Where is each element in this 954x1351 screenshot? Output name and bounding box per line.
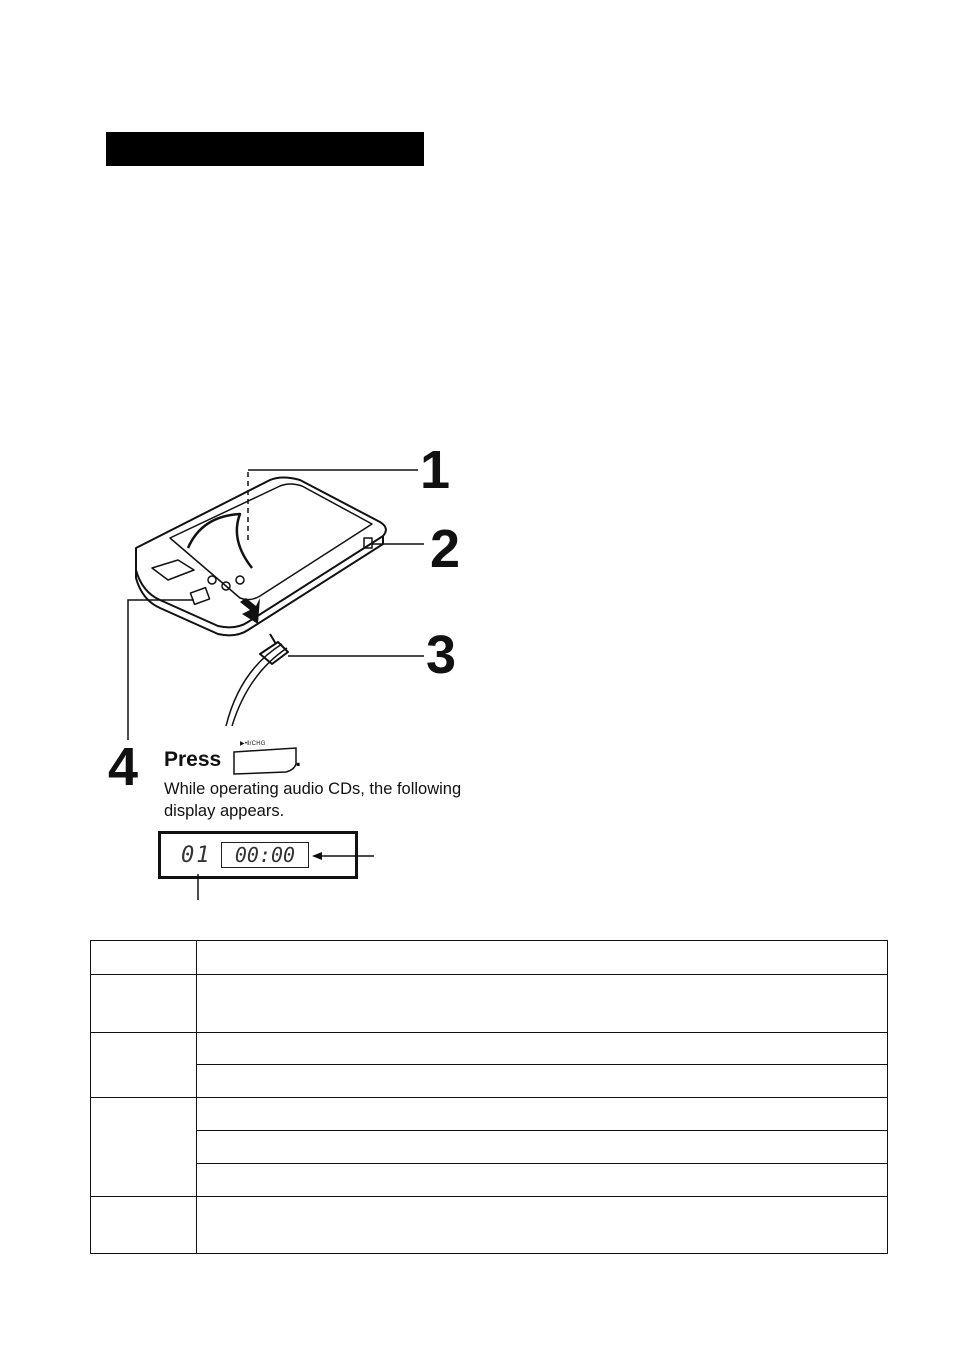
table-row <box>91 1164 888 1197</box>
lcd-elapsed-time: 00:00 <box>221 842 309 868</box>
table-row <box>91 975 888 1033</box>
table-cell-label <box>91 941 197 975</box>
step-number-4: 4 <box>108 737 139 797</box>
table-cell <box>197 1065 888 1098</box>
table-row <box>91 1131 888 1164</box>
disc-arc <box>188 514 252 568</box>
table-cell <box>197 1131 888 1164</box>
plug <box>260 642 288 664</box>
play-chg-button-label: ▶•‖/CHG <box>240 741 266 747</box>
player-body <box>136 478 386 628</box>
table-cell <box>197 1197 888 1254</box>
table-cell <box>197 975 888 1033</box>
cable <box>226 644 282 726</box>
table-cell <box>197 1164 888 1197</box>
table-cell-label <box>91 1033 197 1098</box>
section-title-bar <box>106 132 424 166</box>
table-cell <box>197 1098 888 1131</box>
table-cell <box>197 941 888 975</box>
table-row <box>91 1098 888 1131</box>
table-cell <box>197 1033 888 1065</box>
info-table <box>90 940 888 1254</box>
press-label: Press <box>164 748 222 771</box>
step-number-2: 2 <box>430 519 461 579</box>
table-row <box>91 1065 888 1098</box>
table-cell-label <box>91 1197 197 1254</box>
player-window <box>152 560 194 580</box>
table-cell-label <box>91 975 197 1033</box>
instruction-text: While operating audio CDs, the following display appears. <box>164 780 462 820</box>
step-number-3: 3 <box>426 625 457 685</box>
step-number-1: 1 <box>420 440 451 500</box>
table-row <box>91 941 888 975</box>
lcd-track-number: 01 <box>181 843 212 868</box>
table-row <box>91 1197 888 1254</box>
table-row <box>91 1033 888 1065</box>
press-instruction: Press . <box>164 748 302 771</box>
lcd-display <box>158 831 358 879</box>
table-cell-label <box>91 1098 197 1197</box>
